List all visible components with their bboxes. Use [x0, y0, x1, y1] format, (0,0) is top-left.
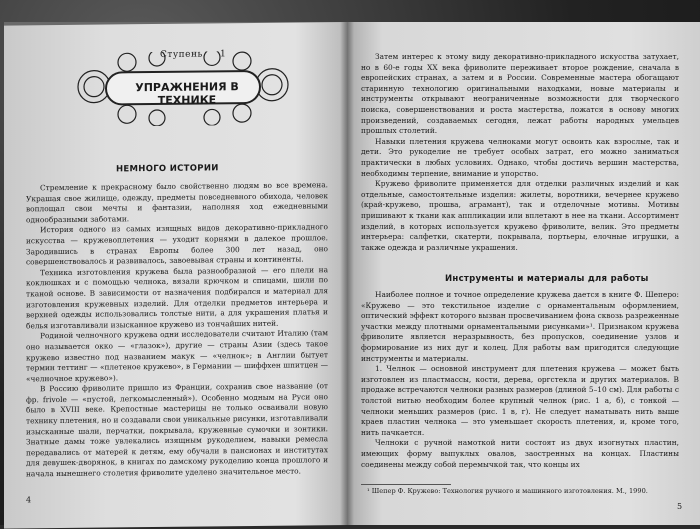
- section-title-tools: Инструменты и материалы для работы: [445, 274, 649, 284]
- section-title-history: НЕМНОГО ИСТОРИИ: [116, 163, 219, 175]
- paragraph: Челноки с ручной намоткой нити состоят из двух изогнутых пластин, имеющих форму выпуклых овалов, заостренных на концах. Пластины соединены между собой перемычкой так, что концы их: [361, 438, 679, 469]
- page-number-left: 4: [26, 495, 32, 505]
- paragraph: История одного из самых изящных видов декоративно-прикладного искусства — кружевоплетения — уходит корнями в далекое прошлое. Зародившись в странах Европы более 300 лет назад, оно совершенствовалось и развивалось, завоевывая страны и континенты.: [26, 222, 328, 267]
- right-body-text-top: [361, 52, 679, 253]
- paragraph: Наиболее полное и точное определение кружева дается в книге Ф. Шеперо: «Кружево — это текстильное изделие с орнаментальным оформлением, оптический эффект которого вызван просвечиванием фона сквозь разреженные участки между плотными орнаментальными рисунками»¹. Признаком кружева фриволите является неразрывность, без пропусков, соединение узлов и формирование из них дуг и колец. Для работы вам пригодятся следующие инструменты и материалы.: [361, 290, 679, 363]
- paragraph: Навыки плетения кружева челноками могут освоить как взрослые, так и дети. Это рукоделие не требует особых затрат, его можно заниматься практически в любых условиях. Однако, чтобы достичь вершин мастерства, необходимы терпение, внимание и упорство.: [361, 136, 679, 178]
- lace-banner: [72, 51, 294, 127]
- paragraph: Родиной челночного кружева одни исследователи считают Италию (там оно называется окко — «глазок»), другие — страны Азии (здесь такое кружево известно под названием макук — «челнок»; в Англии бытует термин теттинг — «плетеное кружево», в Германии — шиффхен шпитцен — «челночное кружево»).: [26, 328, 328, 384]
- step-label: Ступень: [160, 49, 203, 60]
- open-book: [4, 22, 700, 525]
- footnote-rule: [361, 484, 451, 485]
- paragraph: Стремление к прекрасному было свойственно людям во все времена. Украшая свое жилище, одежду, предметы повседневного обихода, человек воплощал свои мечты и фантазии, наполняя ход ежедневными однообразными заботами.: [26, 180, 328, 225]
- paragraph: Затем интерес к этому виду декоративно-прикладного искусства затухает, но в 60-е годы XX века фриволите переживает второе рождение, сначала в европейских странах, а затем и в России. Современные мастера обогащают старинную технологию оригинальными находками, новые материалы и инструменты открывают неограниченные возможности для творческого поиска, совершенствования и роста мастерства, ложатся в основу многих произведений, создаваемых сегодня, лежат работы народных умельцев прошлых столетий.: [361, 52, 679, 136]
- chapter-title: УПРАЖНЕНИЯ В ТЕХНИКЕ: [135, 80, 239, 107]
- paragraph: 1. Челнок — основной инструмент для плетения кружева — может быть изготовлен из пластмассы, кости, дерева, оргстекла и других материалов. В продаже встречаются челноки разных размеров (длиной 5–10 см). Для работы с толстой нитью необходим более крупный челнок (рис. 1 а, б), с тонкой — челноки меньших размеров (рис. 1 в, г). Не следует наматывать нить выше краев пластин челнока — это уменьшает скорость плетения, и, кроме того, нить пачкается.: [361, 364, 679, 437]
- left-page: [4, 22, 347, 529]
- page-number-right: 5: [677, 502, 683, 511]
- footnote: ¹ Шепер Ф. Кружево: Технология ручного и машинного изготовления. М., 1990.: [367, 487, 648, 495]
- step-number: 1: [220, 49, 226, 60]
- right-page: [347, 22, 700, 525]
- paragraph: В Россию фриволите пришло из Франции, сохранив свое название (от фр. frivole — «пустой, легкомысленный»). Особенно модным на Руси оно было в XVIII веке. Крепостные мастерицы не только осваивали новую технику плетения, но и создавали свои уникальные рисунки, изготавливали изысканные шали, перчатки, покрывала, кружевные сумочки и зонтики. Знатные дамы тоже увлекались изящным рукоделием, навыки ремесла передавались от матерей к детям, ему обучали в пансионах и институтах для девушек-дворянок, в книгах по дамскому рукоделию конца прошлого и начала нынешнего столетия фриволите уделено значительное место.: [26, 381, 328, 479]
- paragraph: Кружево фриволите применяется для отделки различных изделий и как отдельные, самостоятельные изделия: жилеты, воротники, вечернее кружево (край-кружево, прошва, аграмант), так и отделочные мотивы. Мотивы пришивают к ткани как аппликации или вплетают в нее на ткани. Ассортимент изделий, в которых используется кружево фриволите, велик. Это предметы интерьера: салфетки, скатерти, покрывала, портьеры, елочные игрушки, а также одежда и различные украшения.: [361, 179, 679, 252]
- paragraph: Техника изготовления кружева была разнообразной — его плели на коклюшках и с помощью челнока, вязали крючком и спицами, шили по тканой основе. В зависимости от назначения подбирался и материал для изготовления кружевных изделий. Для отделки предметов интерьера и верхней одежды использовались толстые нити, а для украшения платья и белья изготавливали изысканное кружево из тончайших нитей.: [26, 264, 328, 331]
- book-gutter: [340, 22, 354, 525]
- left-body-text: [26, 180, 328, 480]
- right-body-text-bottom: [361, 290, 679, 470]
